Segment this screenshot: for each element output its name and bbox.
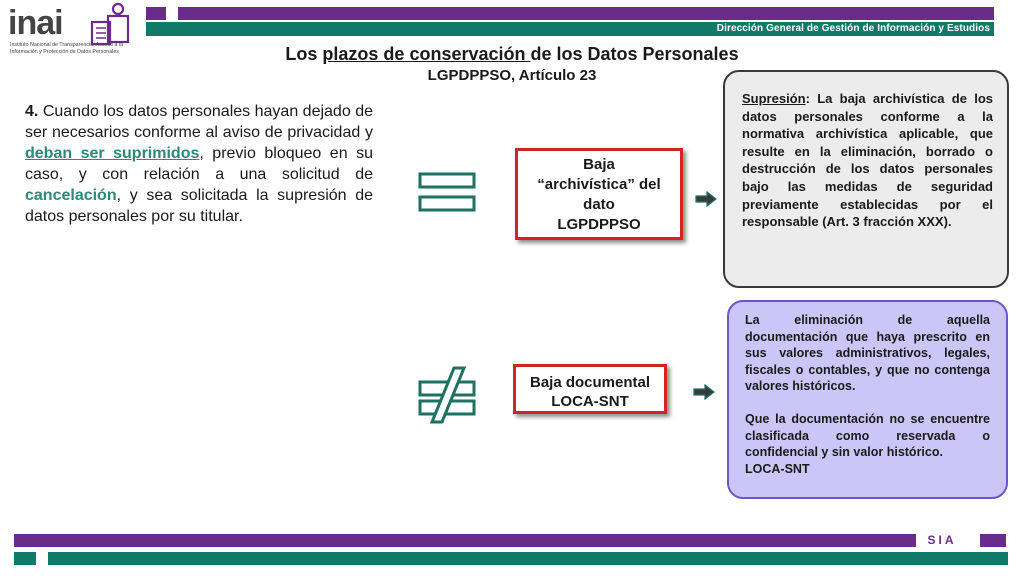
callout-purple-p3: LOCA-SNT <box>745 461 810 476</box>
callout-purple-p1: La eliminación de aquella documentación que haya prescrito en sus valores administrativos, legales, fiscales o contables, y que no contenga valores históricos. <box>745 313 990 394</box>
paragraph-highlight: cancelación <box>25 187 117 204</box>
baja-documental-box <box>513 364 667 414</box>
callout-grey-text: : La baja archivística de los datos personales conforme a la normativa archivística aplicable, que resulte en la eliminación, borrado o destrucción de los datos personales bajo las medidas de seguridad previamente establecidas por el responsable (Art. 3 fracción XXX). <box>742 91 993 230</box>
box2-line2: LOCA-SNT <box>551 393 629 410</box>
box1-line1: Baja <box>583 156 615 173</box>
header-org-unit: Dirección General de Gestión de Información y Estudios <box>716 23 990 34</box>
paragraph-link[interactable]: deban ser suprimidos <box>25 145 200 162</box>
footer-teal-bar <box>48 552 1008 565</box>
paragraph-part1: Cuando los datos personales hayan dejado de ser necesarios conforme al aviso de privacidad y <box>25 103 373 141</box>
footer-teal-square <box>14 552 36 565</box>
title-post: de los Datos Personales <box>530 44 739 64</box>
title-pre: Los <box>285 44 323 64</box>
logo-wordmark: inai <box>8 4 63 42</box>
baja-archivistica-box <box>515 148 683 240</box>
footer-purple-bar <box>14 534 916 547</box>
footer-sia-label: SIA <box>927 533 957 547</box>
arrow-right-icon <box>693 384 715 400</box>
header-square-accent <box>146 7 166 20</box>
header-purple-bar <box>178 7 994 20</box>
page-title <box>0 44 1024 65</box>
equals-sign-icon <box>414 170 478 225</box>
arrow-right-icon <box>695 191 717 207</box>
box1-line3: dato <box>583 196 615 213</box>
page-subtitle: LGPDPPSO, Artículo 23 <box>427 67 597 84</box>
callout-term: Supresión <box>742 91 806 106</box>
callout-purple-p2: Que la documentación no se encuentre clasificada como reservada o confidencial y sin valor histórico. <box>745 411 990 460</box>
box2-line1: Baja documental <box>529 374 651 391</box>
box1-line2: “archivística” del <box>537 176 661 193</box>
footer-purple-square <box>980 534 1006 547</box>
not-equal-sign-icon <box>414 364 478 431</box>
logo-subtitle: Instituto Nacional de Transparencia, Acceso a la Información y Protección de Datos Personales <box>10 42 124 55</box>
supresion-definition-callout <box>723 70 1009 288</box>
paragraph-part3: , y sea solicitada la supresión de datos personales por su titular. <box>25 187 373 225</box>
baja-documental-callout <box>727 300 1008 499</box>
box1-line4: LGPDPPSO <box>557 216 641 233</box>
title-underlined: plazos de conservación <box>322 44 531 64</box>
article-paragraph <box>25 101 373 227</box>
paragraph-number: 4. <box>25 103 39 120</box>
paragraph-part2: , previo bloqueo en su caso, y con relación a una solicitud de <box>25 145 373 183</box>
